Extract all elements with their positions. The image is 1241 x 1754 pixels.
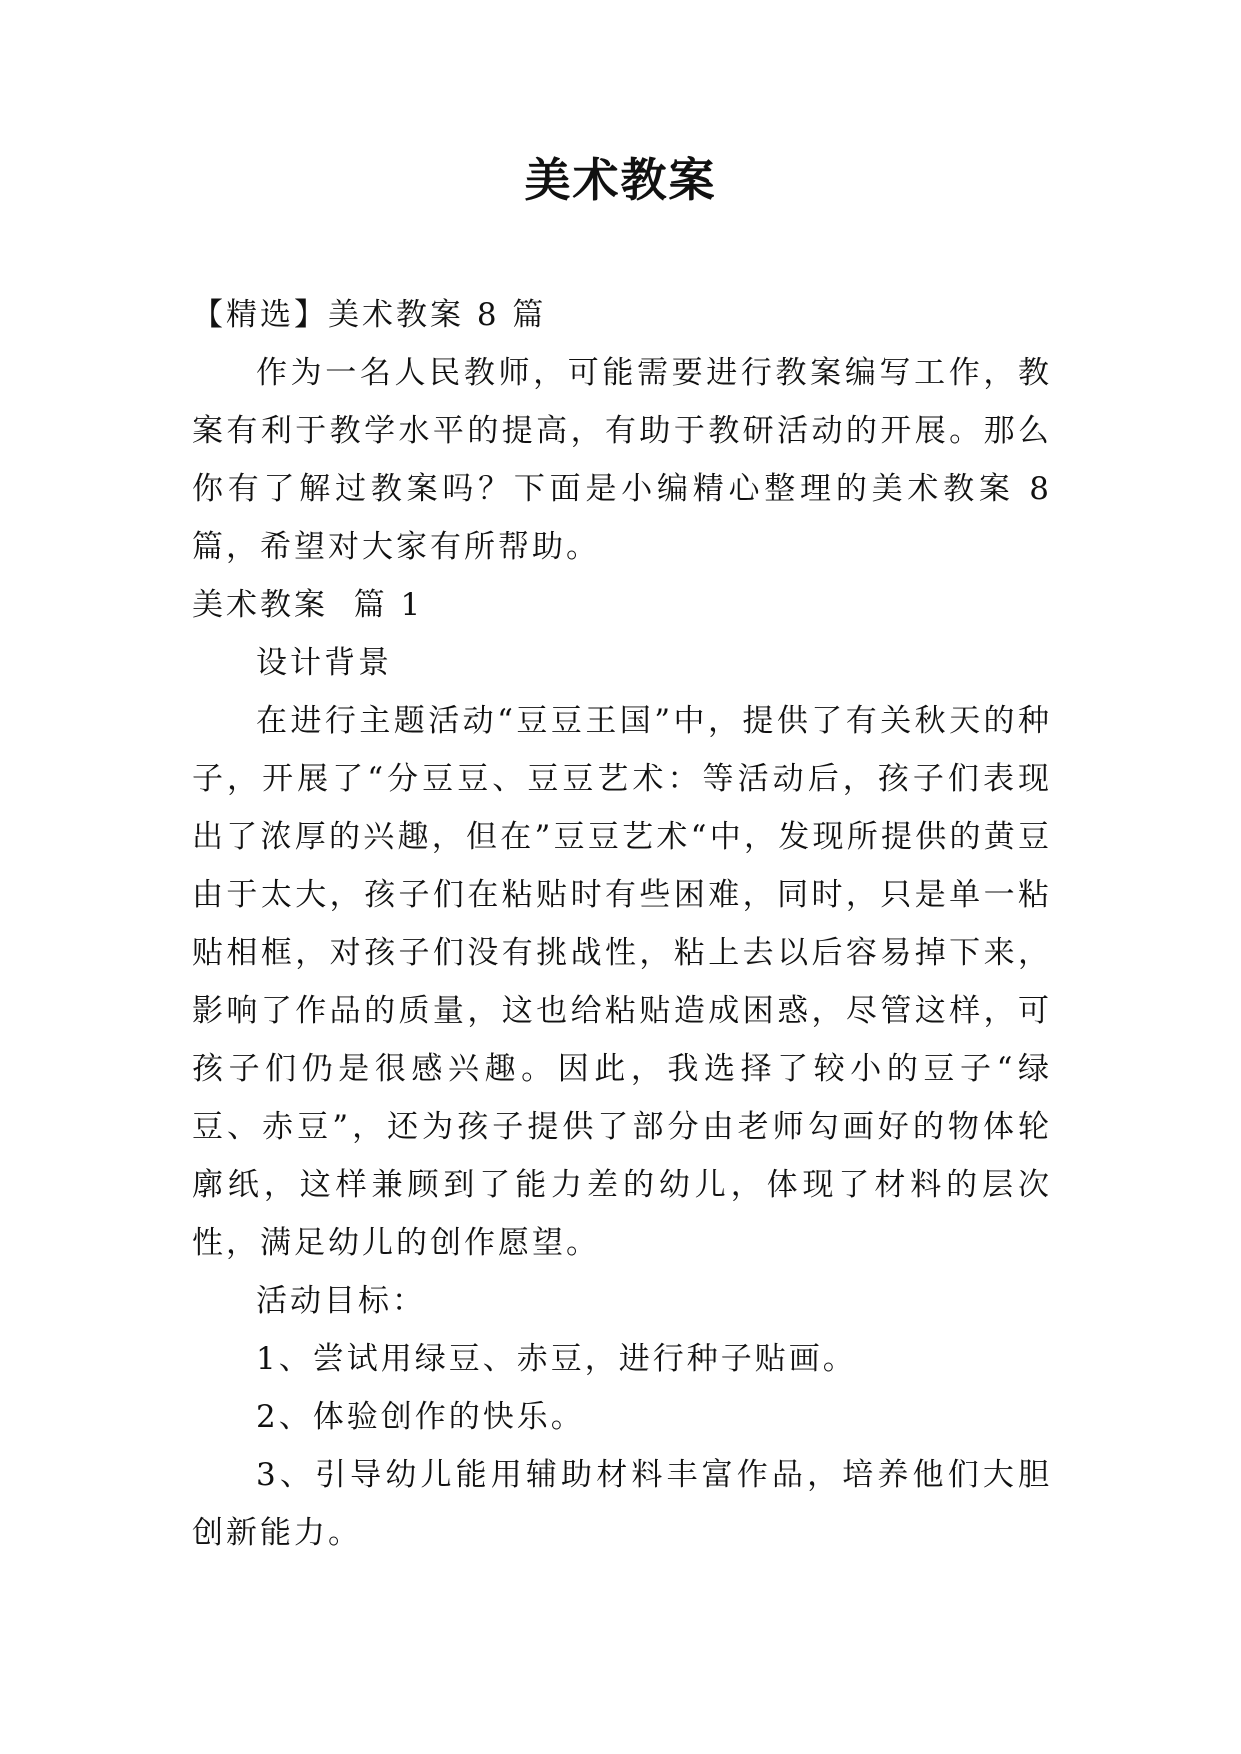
intro-paragraph: 作为一名人民教师，可能需要进行教案编写工作，教案有利于教学水平的提高，有助于教研活动的开展。那么你有了解过教案吗？下面是小编精心整理的美术教案 8 篇，希望对大家有所帮助。	[192, 355, 1052, 565]
document-title: 美术教案	[524, 153, 717, 207]
goals-heading: 活动目标：	[256, 1283, 426, 1319]
goal-item: 3、引导幼儿能用辅助材料丰富作品，培养他们大胆创新能力。	[192, 1457, 1052, 1551]
background-heading: 设计背景	[256, 645, 392, 681]
document-subtitle: 【精选】美术教案 8 篇	[192, 297, 547, 333]
document-body	[192, 286, 1052, 1562]
goal-item: 1、尝试用绿豆、赤豆，进行种子贴画。	[256, 1341, 857, 1377]
section-heading: 美术教案 篇 1	[192, 587, 424, 623]
goal-item: 2、体验创作的快乐。	[256, 1399, 585, 1435]
background-paragraph: 在进行主题活动“豆豆王国”中，提供了有关秋天的种子，开展了“分豆豆、豆豆艺术：等活动后，孩子们表现出了浓厚的兴趣，但在”豆豆艺术“中，发现所提供的黄豆由于太大，孩子们在粘贴时有些困难，同时，只是单一粘贴相框，对孩子们没有挑战性，粘上去以后容易掉下来，影响了作品的质量，这也给粘贴造成困惑，尽管这样，可孩子们仍是很感兴趣。因此，我选择了较小的豆子“绿豆、赤豆”，还为孩子提供了部分由老师勾画好的物体轮廓纸，这样兼顾到了能力差的幼儿，体现了材料的层次性，满足幼儿的创作愿望。	[192, 703, 1052, 1261]
